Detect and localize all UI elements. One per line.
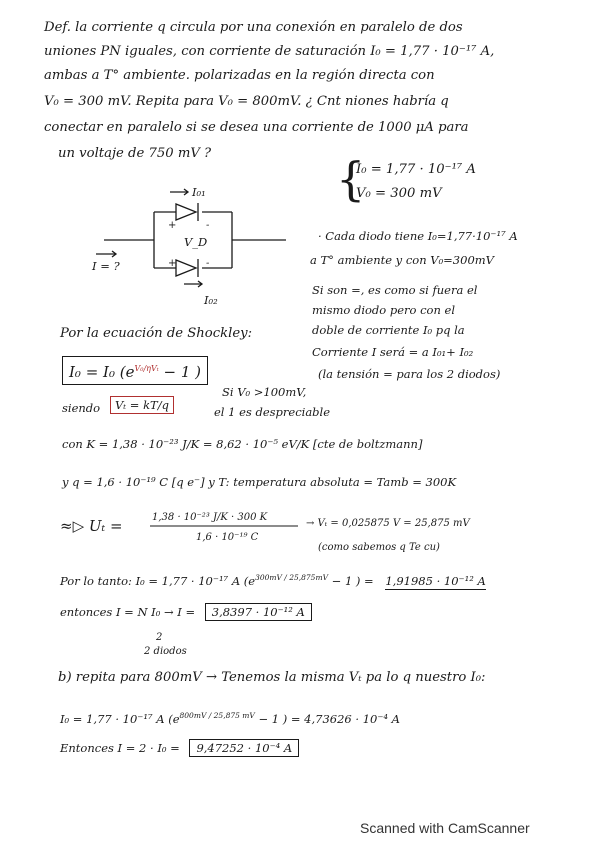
siendo-label: siendo [62, 401, 101, 415]
note-line-4: mismo diodo pero con el [312, 303, 456, 317]
part-b-line: b) repita para 800mV → Tenemos la misma Vₜ pa lo q nuestro I₀: [58, 670, 486, 685]
fraction-bar [150, 524, 300, 528]
tanto-tail: − 1 ) = [331, 573, 374, 588]
shockley-rhs: − 1 ) [163, 363, 201, 381]
part-b-i0 [60, 708, 400, 727]
problem-line-3: ambas a T° ambiente. polarizadas en la región directa con [44, 68, 435, 83]
shockley-intro: Por la ecuación de Shockley: [60, 326, 253, 341]
tanto-lhs: Por lo tanto: I₀ = 1,77 · 10⁻¹⁷ A (e [60, 573, 256, 588]
vt-definition-box: Vₜ = kT/q [110, 396, 174, 414]
given-brace: { [336, 152, 366, 206]
tanto-result: 1,91985 · 10⁻¹² A [385, 573, 486, 588]
tanto-exponent: 300mV / 25,875mV [255, 573, 328, 582]
circuit-i02: I₀₂ [204, 293, 218, 307]
diode1-plus: + [168, 220, 177, 231]
note-line-2: a T° ambiente y con V₀=300mV [310, 253, 494, 267]
vt-denominator: 1,6 · 10⁻¹⁹ C [196, 532, 259, 543]
vt-numerator: 1,38 · 10⁻²³ J/K · 300 K [152, 512, 268, 523]
problem-line-2: uniones PN iguales, con corriente de saturación I₀ = 1,77 · 10⁻¹⁷ A, [44, 44, 495, 59]
diode2-plus: + [168, 258, 177, 269]
circuit-vd: V_D [184, 235, 208, 249]
shockley-exponent: V₀/ηVₜ [134, 364, 159, 373]
given-i0: I₀ = 1,77 · 10⁻¹⁷ A [356, 162, 476, 177]
part-b-i0-lhs: I₀ = 1,77 · 10⁻¹⁷ A (e [60, 711, 180, 726]
part-b-entonces-lhs: Entonces I = 2 · I₀ = [60, 741, 180, 755]
diode1-minus: - [206, 220, 210, 231]
condition-line-2: el 1 es despreciable [214, 405, 331, 419]
circuit-itot: I = ? [92, 259, 120, 273]
vt-result: → Vₜ = 0,025875 V = 25,875 mV [306, 518, 470, 529]
note-line-3: Si son =, es como si fuera el [312, 283, 478, 297]
part-b-i0-tail: − 1 ) = 4,73626 · 10⁻⁴ A [258, 711, 400, 726]
entonces-line [60, 604, 312, 620]
boltzmann-line: con K = 1,38 · 10⁻²³ J/K = 8,62 · 10⁻⁵ eV/K [cte de boltzmann] [62, 437, 423, 451]
shockley-lhs: I₀ = I₀ (e [69, 363, 135, 381]
n-annotation-diodes: 2 diodos [144, 646, 187, 657]
given-v0: V₀ = 300 mV [356, 186, 442, 201]
note-line-6: Corriente I será = a I₀₁+ I₀₂ [312, 345, 474, 359]
note-line-7: (la tensión = para los 2 diodos) [318, 367, 501, 381]
n-annotation: 2 [156, 632, 163, 643]
vt-note: (como sabemos q Te cu) [318, 542, 440, 553]
condition-line-1: Si V₀ >100mV, [222, 385, 307, 399]
part-b-exponent: 800mV / 25,875 mV [179, 711, 255, 720]
entonces-lhs: entonces I = N I₀ → I = [60, 605, 196, 619]
vt-lhs: ≈▷ Uₜ = [60, 517, 123, 535]
charge-temp-line: y q = 1,6 · 10⁻¹⁹ C [q e⁻] y T: temperatura absoluta = Tamb = 300K [62, 475, 457, 489]
problem-line-1: Def. la corriente q circula por una conexión en paralelo de dos [44, 20, 463, 35]
part-b-result: 9,47252 · 10⁻⁴ A [189, 739, 299, 757]
entonces-result: 3,8397 · 10⁻¹² A [205, 603, 312, 621]
tanto-line [60, 570, 486, 589]
shockley-equation-box [62, 356, 208, 385]
scanner-watermark: Scanned with CamScanner [360, 820, 530, 836]
problem-line-6: un voltaje de 750 mV ? [58, 146, 212, 161]
diode2-minus: - [206, 258, 210, 269]
problem-line-5: conectar en paralelo si se desea una corriente de 1000 μA para [44, 120, 469, 135]
note-line-1: · Cada diodo tiene I₀=1,77·10⁻¹⁷ A [318, 229, 518, 243]
note-line-5: doble de corriente I₀ pq la [312, 323, 465, 337]
part-b-entonces [60, 740, 299, 756]
problem-line-4: V₀ = 300 mV. Repita para V₀ = 800mV. ¿ Cnt niones habría q [44, 94, 449, 109]
circuit-i01: I₀₁ [192, 185, 206, 199]
